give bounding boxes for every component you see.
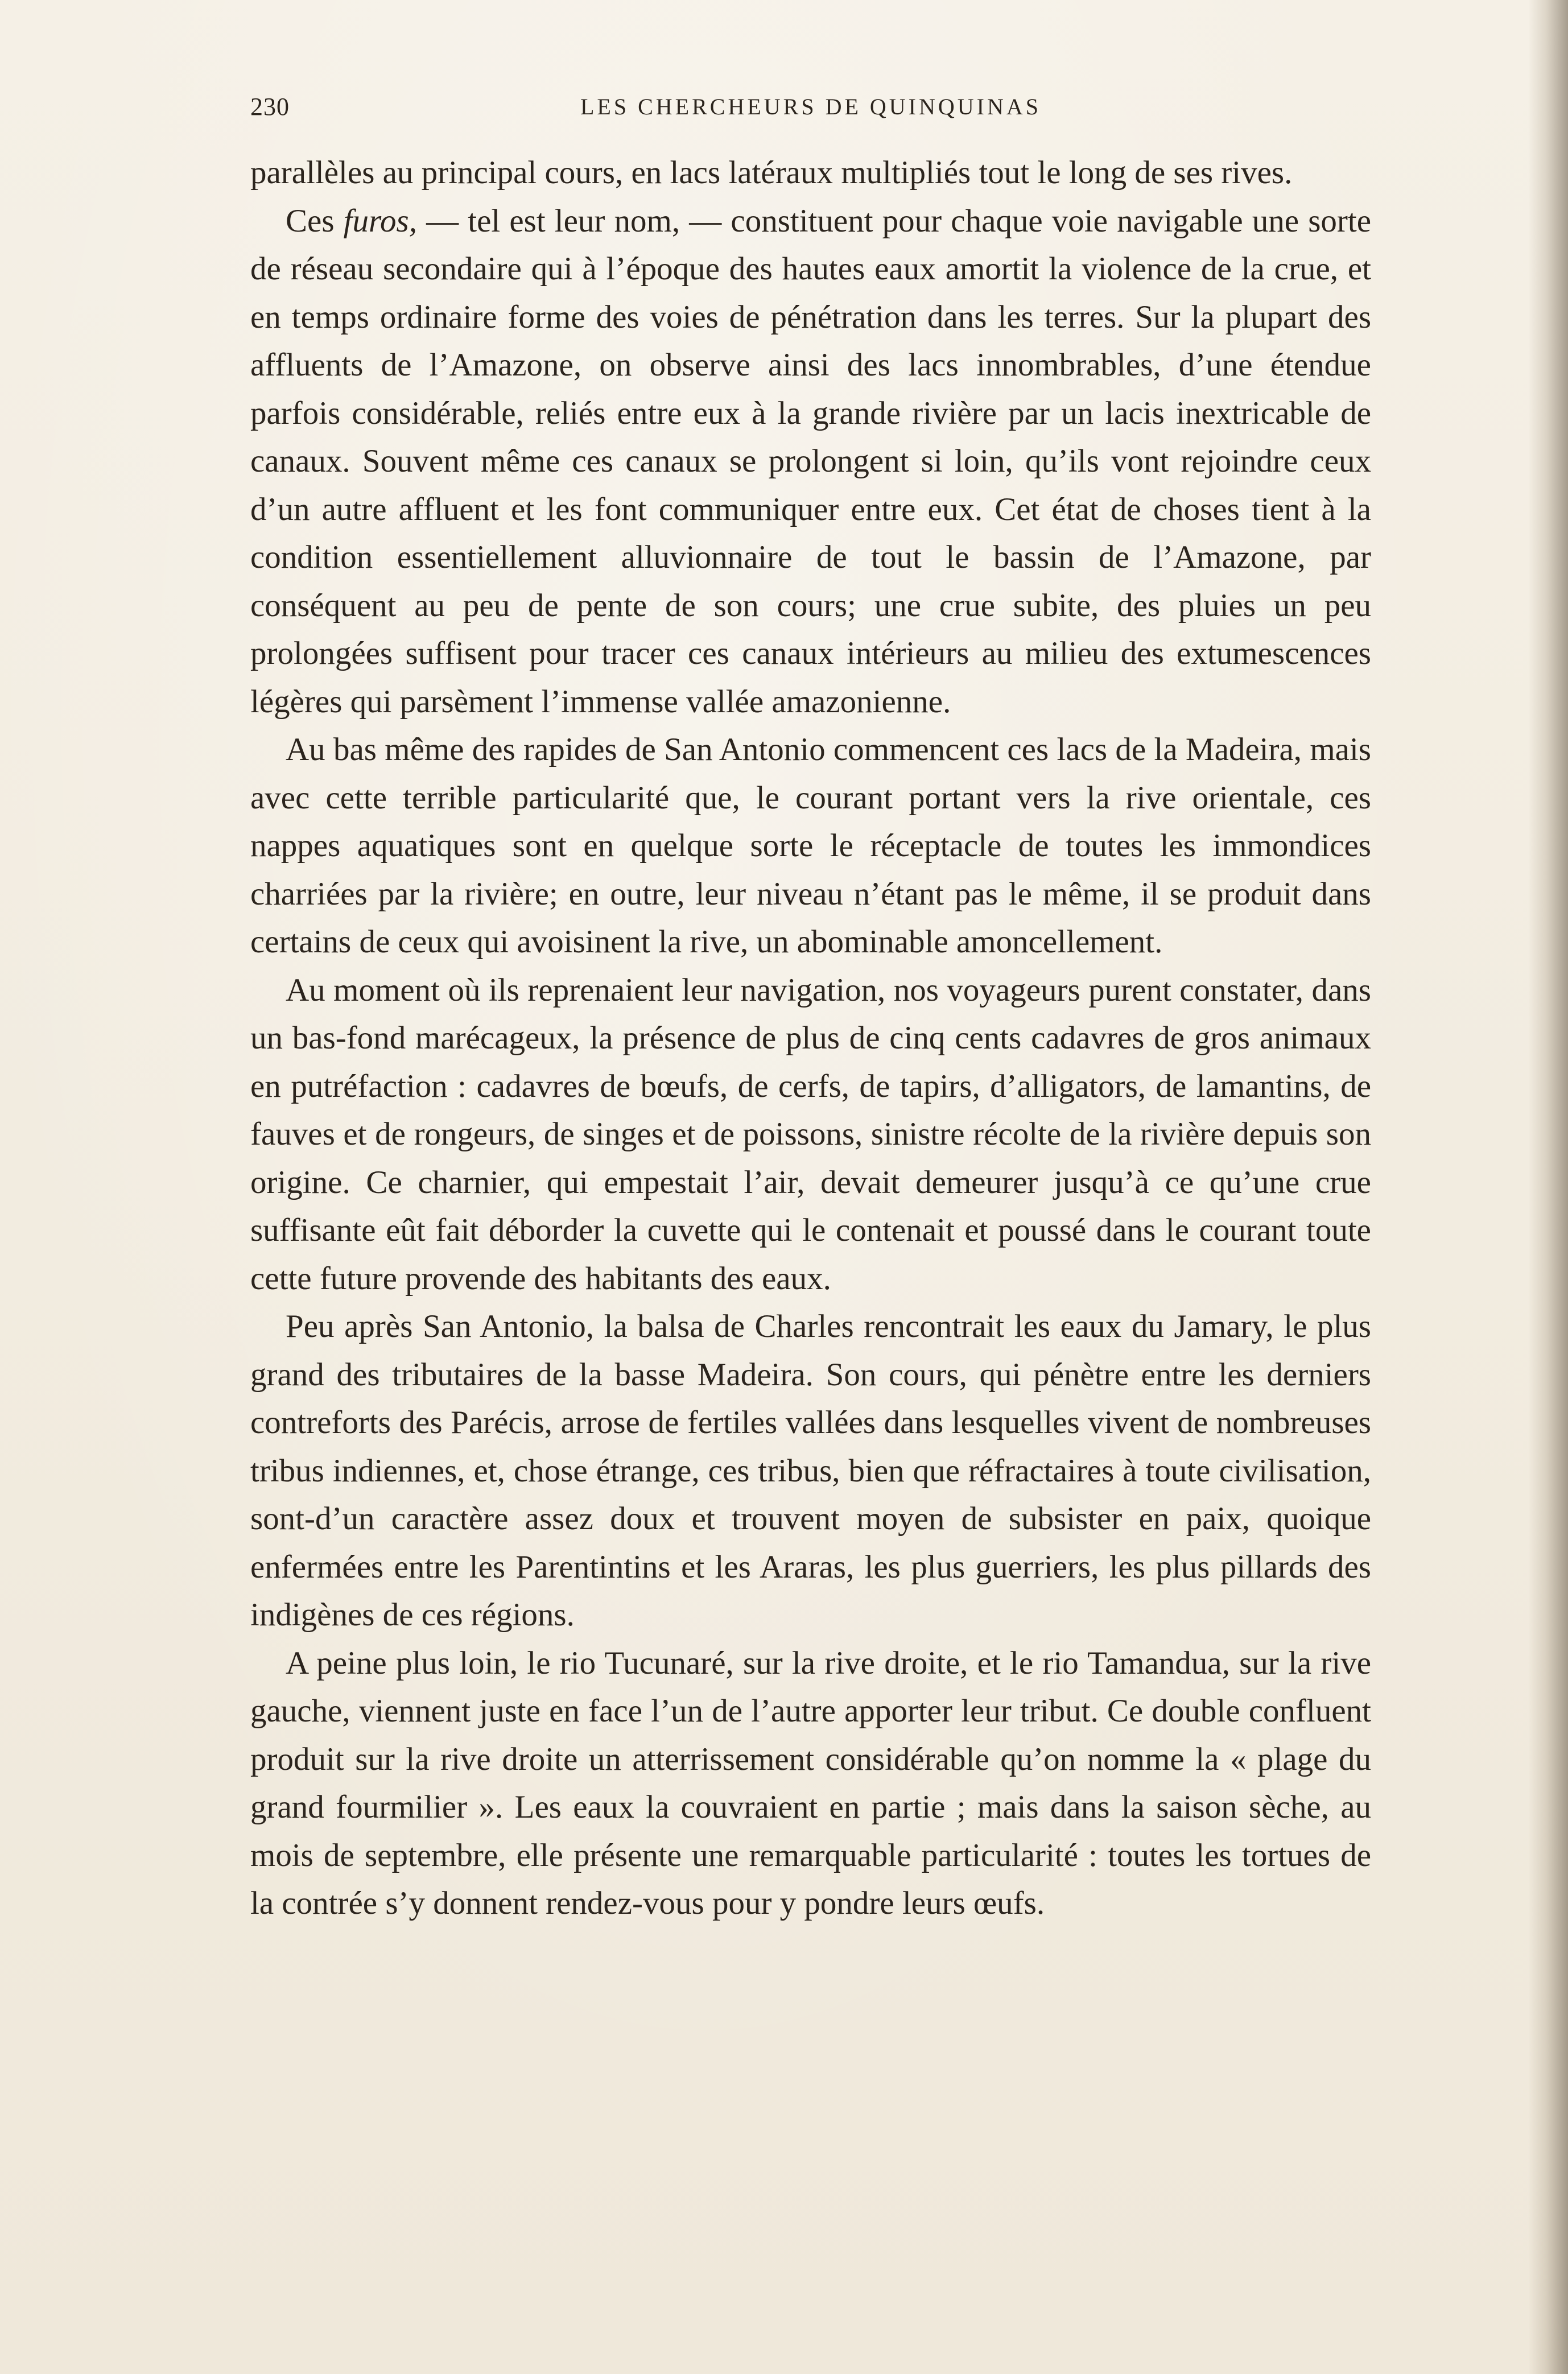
paragraph: [250, 1303, 1371, 1640]
paragraph-text: Au bas même des rapides de San Antonio commencent ces lacs de la Madeira, mais avec cette terrible particularité que, le courant portant vers la rive orientale, ces nappes aquatiques sont en quelque sorte le réceptacle de toutes les immondices charriées par la rivière; en outre, leur niveau n’étant pas le même, il se produit dans certains de ceux qui avoisinent la rive, un abominable amoncellement.: [250, 732, 1371, 960]
paragraph-text: Ces: [286, 203, 344, 239]
running-title: LES CHERCHEURS DE QUINQUINAS: [580, 94, 1042, 119]
paragraph: [250, 197, 1371, 726]
paragraph-text: parallèles au principal cours, en lacs latéraux multipliés tout le long de ses rives.: [250, 155, 1293, 191]
page-header: [250, 92, 1371, 126]
paragraph-text: A peine plus loin, le rio Tucunaré, sur la rive droite, et le rio Tamandua, sur la rive gauche, viennent juste en face l’un de l’autre apporter leur tribut. Ce double confluent produit sur la rive droite un atterrissement considérable qu’on nomme la « plage du grand fourmilier ». Les eaux la couvraient en partie ; mais dans la saison sèche, au mois de septembre, elle présente une remarquable particularité : toutes les tortues de la contrée s’y donnent rendez-vous pour y pondre leurs œufs.: [250, 1645, 1371, 1921]
paragraph-text: Au moment où ils reprenaient leur navigation, nos voyageurs purent constater, dans un bas-fond marécageux, la présence de plus de cinq cents cadavres de gros animaux en putréfaction : cadavres de bœufs, de cerfs, de tapirs, d’alligators, de lamantins, de fauves et de rongeurs, de singes et de poissons, sinistre récolte de la rivière depuis son origine. Ce charnier, qui empestait l’air, devait demeurer jusqu’à ce qu’une crue suffisante eût fait déborder la cuvette qui le contenait et poussé dans le courant toute cette future provende des habitants des eaux.: [250, 972, 1371, 1297]
paragraph-text: Peu après San Antonio, la balsa de Charles rencontrait les eaux du Jamary, le plus grand des tributaires de la basse Madeira. Son cours, qui pénètre entre les derniers contreforts des Parécis, arrose de fertiles vallées dans lesquelles vivent de nombreuses tribus indiennes, et, chose étrange, ces tribus, bien que réfractaires à toute civilisation, sont-d’un caractère assez doux et trouvent moyen de subsister en paix, quoique enfermées entre les Parentintins et les Araras, les plus guerriers, les plus pillards des indigènes de ces régions.: [250, 1308, 1371, 1633]
paragraph-text: — tel est leur nom, — constituent pour chaque voie navigable une sorte de réseau secondaire qui à l’époque des hautes eaux amortit la violence de la crue, et en temps ordinaire forme des voies de pénétration dans les terres. Sur la plupart des affluents de l’Amazone, on observe ainsi des lacs innombrables, d’une étendue parfois considérable, reliés entre eux à la grande rivière par un lacis inextricable de canaux. Souvent même ces canaux se prolongent si loin, qu’ils vont rejoindre ceux d’un autre affluent et les font communiquer entre eux. Cet état de choses tient à la condition essentiellement alluvionnaire de tout le bassin de l’Amazone, par conséquent au peu de pente de son cours; une crue subite, des pluies un peu prolongées suffisent pour tracer ces canaux intérieurs au milieu des extumescences légères qui parsèment l’immense vallée amazonienne.: [250, 203, 1372, 720]
paragraph: [250, 967, 1371, 1303]
paragraph: [250, 726, 1371, 967]
page-gutter-shadow: [1528, 0, 1568, 2374]
italic-term-furos: furos,: [343, 203, 417, 239]
paragraph: [250, 1640, 1371, 1928]
paragraph: [250, 149, 1371, 197]
page-number: 230: [250, 93, 290, 121]
body-text: [250, 149, 1371, 1928]
